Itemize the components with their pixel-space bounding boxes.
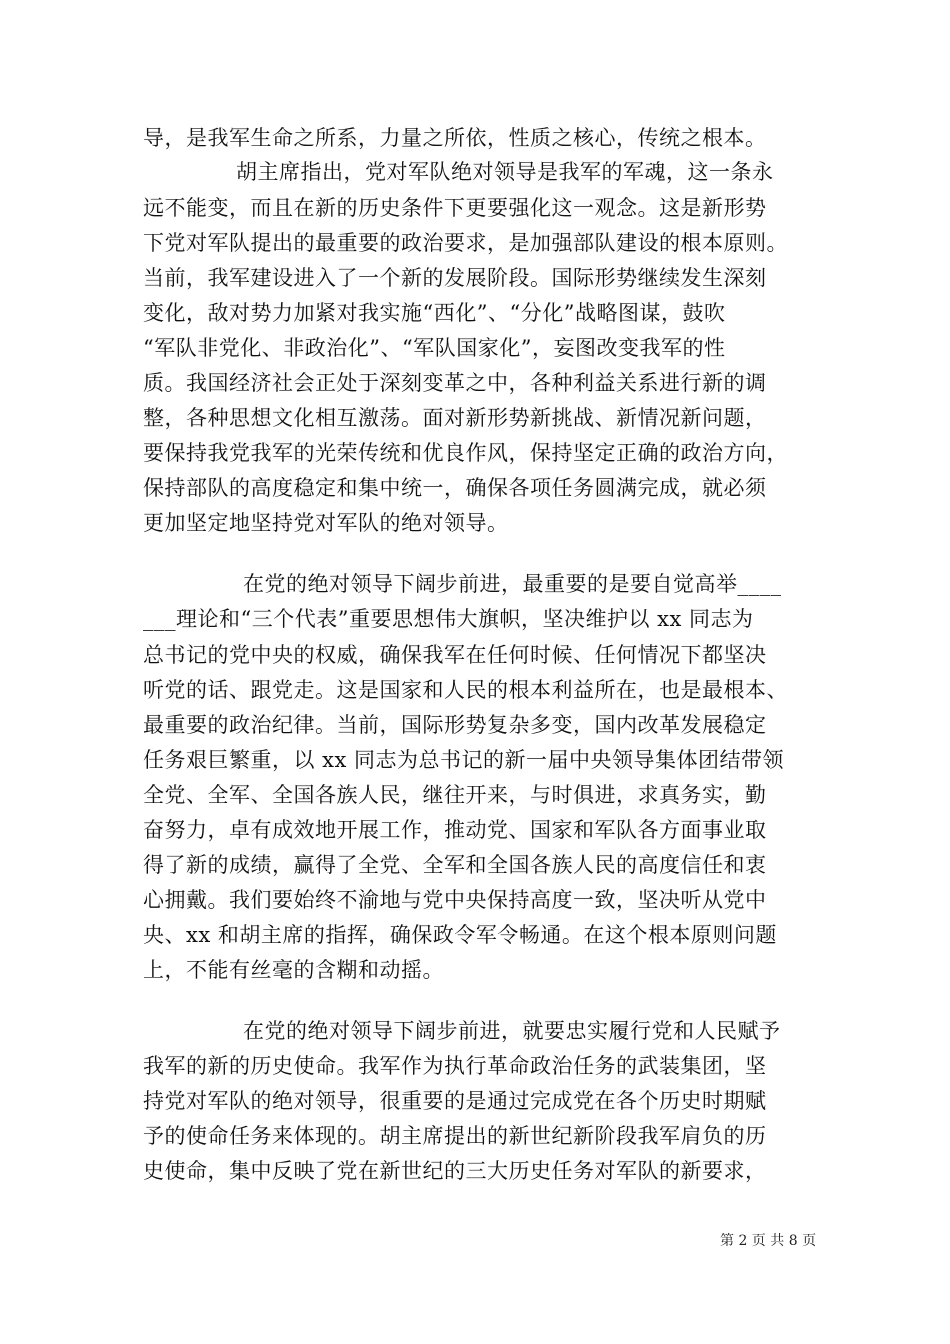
text-line: 整，各种思想文化相互激荡。面对新形势新挑战、新情况新问题， — [143, 406, 767, 430]
text-line: ___理论和“三个代表”重要思想伟大旗帜，坚决维护以 xx 同志为 — [143, 607, 754, 631]
text-line: 听党的话、跟党走。这是国家和人民的根本利益所在，也是最根本、 — [143, 678, 788, 702]
text-line: 远不能变，而且在新的历史条件下更要强化这一观念。这是新形势 — [143, 196, 767, 220]
page-number: 第 2 页 共 8 页 — [720, 1233, 817, 1249]
text-line: 下党对军队提出的最重要的政治要求，是加强部队建设的根本原则。 — [143, 231, 788, 255]
text-line: 导，是我军生命之所系，力量之所依，性质之核心，传统之根本。 — [143, 126, 767, 150]
text-line: 在党的绝对领导下阔步前进，最重要的是要自觉高举____ — [243, 572, 782, 596]
text-line: 上，不能有丝毫的含糊和动摇。 — [143, 958, 444, 982]
text-line: 胡主席指出，党对军队绝对领导是我军的军魂，这一条永 — [236, 160, 774, 184]
text-line: 变化，敌对势力加紧对我实施“西化”、“分化”战略图谋，鼓吹 — [143, 301, 726, 325]
text-line: 更加坚定地坚持党对军队的绝对领导。 — [143, 511, 509, 535]
text-line: 央、xx 和胡主席的指挥，确保政令军令畅通。在这个根本原则问题 — [143, 923, 777, 947]
text-line: “军队非党化、非政治化”、“军队国家化”，妄图改变我军的性 — [143, 336, 726, 360]
text-line: 最重要的政治纪律。当前，国际形势复杂多变，国内改革发展稳定 — [143, 713, 767, 737]
text-line: 史使命，集中反映了党在新世纪的三大历史任务对军队的新要求， — [143, 1159, 767, 1183]
text-line: 在党的绝对领导下阔步前进，就要忠实履行党和人民赋予 — [243, 1019, 781, 1043]
text-line: 持党对军队的绝对领导，很重要的是通过完成党在各个历史时期赋 — [143, 1089, 767, 1113]
text-line: 予的使命任务来体现的。胡主席提出的新世纪新阶段我军肩负的历 — [143, 1124, 767, 1148]
text-line: 心拥戴。我们要始终不渝地与党中央保持高度一致，坚决听从党中 — [143, 888, 767, 912]
text-line: 全党、全军、全国各族人民，继往开来，与时俱进，求真务实，勤 — [143, 783, 767, 807]
text-line: 奋努力，卓有成效地开展工作，推动党、国家和军队各方面事业取 — [143, 818, 767, 842]
text-line: 我军的新的历史使命。我军作为执行革命政治任务的武装集团，坚 — [143, 1054, 767, 1078]
text-line: 保持部队的高度稳定和集中统一，确保各项任务圆满完成，就必须 — [143, 476, 767, 500]
text-line: 要保持我党我军的光荣传统和优良作风，保持坚定正确的政治方向， — [143, 441, 788, 465]
text-line: 质。我国经济社会正处于深刻变革之中，各种利益关系进行新的调 — [143, 371, 767, 395]
text-line: 任务艰巨繁重，以 xx 同志为总书记的新一届中央领导集体团结带领 — [143, 748, 785, 772]
text-line: 得了新的成绩，赢得了全党、全军和全国各族人民的高度信任和衷 — [143, 853, 767, 877]
text-line: 总书记的党中央的权威，确保我军在任何时候、任何情况下都坚决 — [143, 643, 767, 667]
text-line: 当前，我军建设进入了一个新的发展阶段。国际形势继续发生深刻 — [143, 266, 767, 290]
